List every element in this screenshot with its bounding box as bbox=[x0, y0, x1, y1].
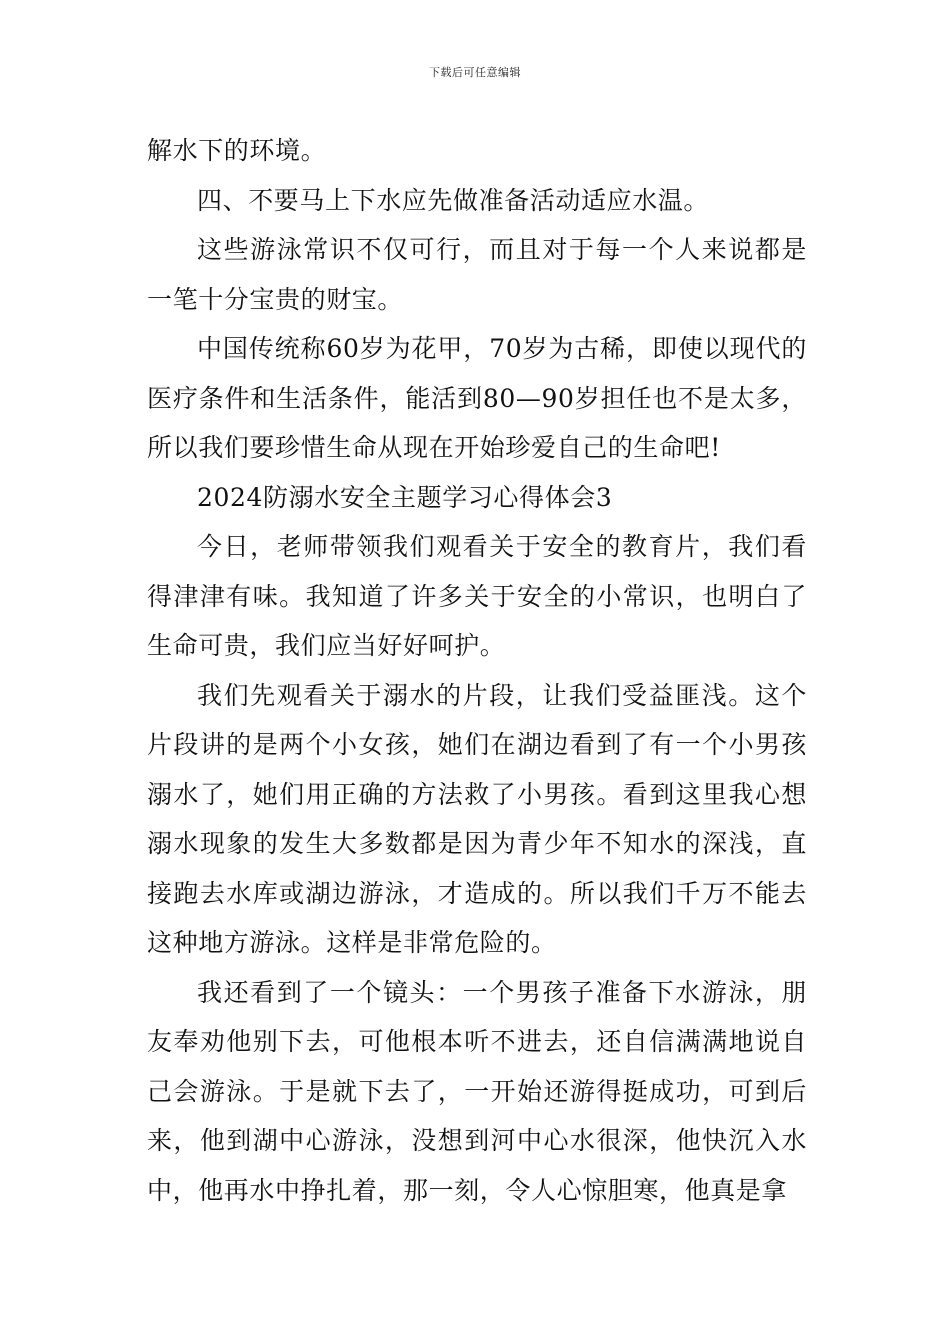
paragraph: 四、不要马上下水应先做准备活动适应水温。 bbox=[197, 185, 710, 215]
paragraph: 我们先观看关于溺水的片段，让我们受益匪浅。这个片段讲的是两个小女孩，她们在湖边看到了有一个小男孩溺水了，她们用正确的方法救了小男孩。看到这里我心想溺水现象的发生大多数都是因为青少年不知水的深浅，直接跑去水库或湖边游泳，才造成的。所以我们千万不能去这种地方游泳。这样是非常危险的。 bbox=[147, 680, 807, 957]
document-body bbox=[147, 126, 807, 1215]
paragraph: 这些游泳常识不仅可行，而且对于每一个人来说都是一笔十分宝贵的财宝。 bbox=[147, 235, 807, 314]
paragraph: 解水下的环境。 bbox=[147, 136, 327, 165]
header-note: 下载后可任意编辑 bbox=[429, 66, 521, 79]
section-title: 2024防溺水安全主题学习心得体会3 bbox=[197, 482, 613, 512]
paragraph: 今日，老师带领我们观看关于安全的教育片，我们看得津津有味。我知道了许多关于安全的小常识，也明白了生命可贵，我们应当好好呵护。 bbox=[147, 532, 807, 660]
paragraph: 中国传统称60岁为花甲，70岁为古稀，即使以现代的医疗条件和生活条件，能活到80—90岁担任也不是太多，所以我们要珍惜生命从现在开始珍爱自己的生命吧! bbox=[147, 334, 807, 462]
paragraph: 我还看到了一个镜头：一个男孩子准备下水游泳，朋友奉劝他别下去，可他根本听不进去，还自信满满地说自己会游泳。于是就下去了，一开始还游得挺成功，可到后来，他到湖中心游泳，没想到河中心水很深，他快沉入水中，他再水中挣扎着，那一刻，令人心惊胆寒，他真是拿 bbox=[147, 977, 807, 1205]
